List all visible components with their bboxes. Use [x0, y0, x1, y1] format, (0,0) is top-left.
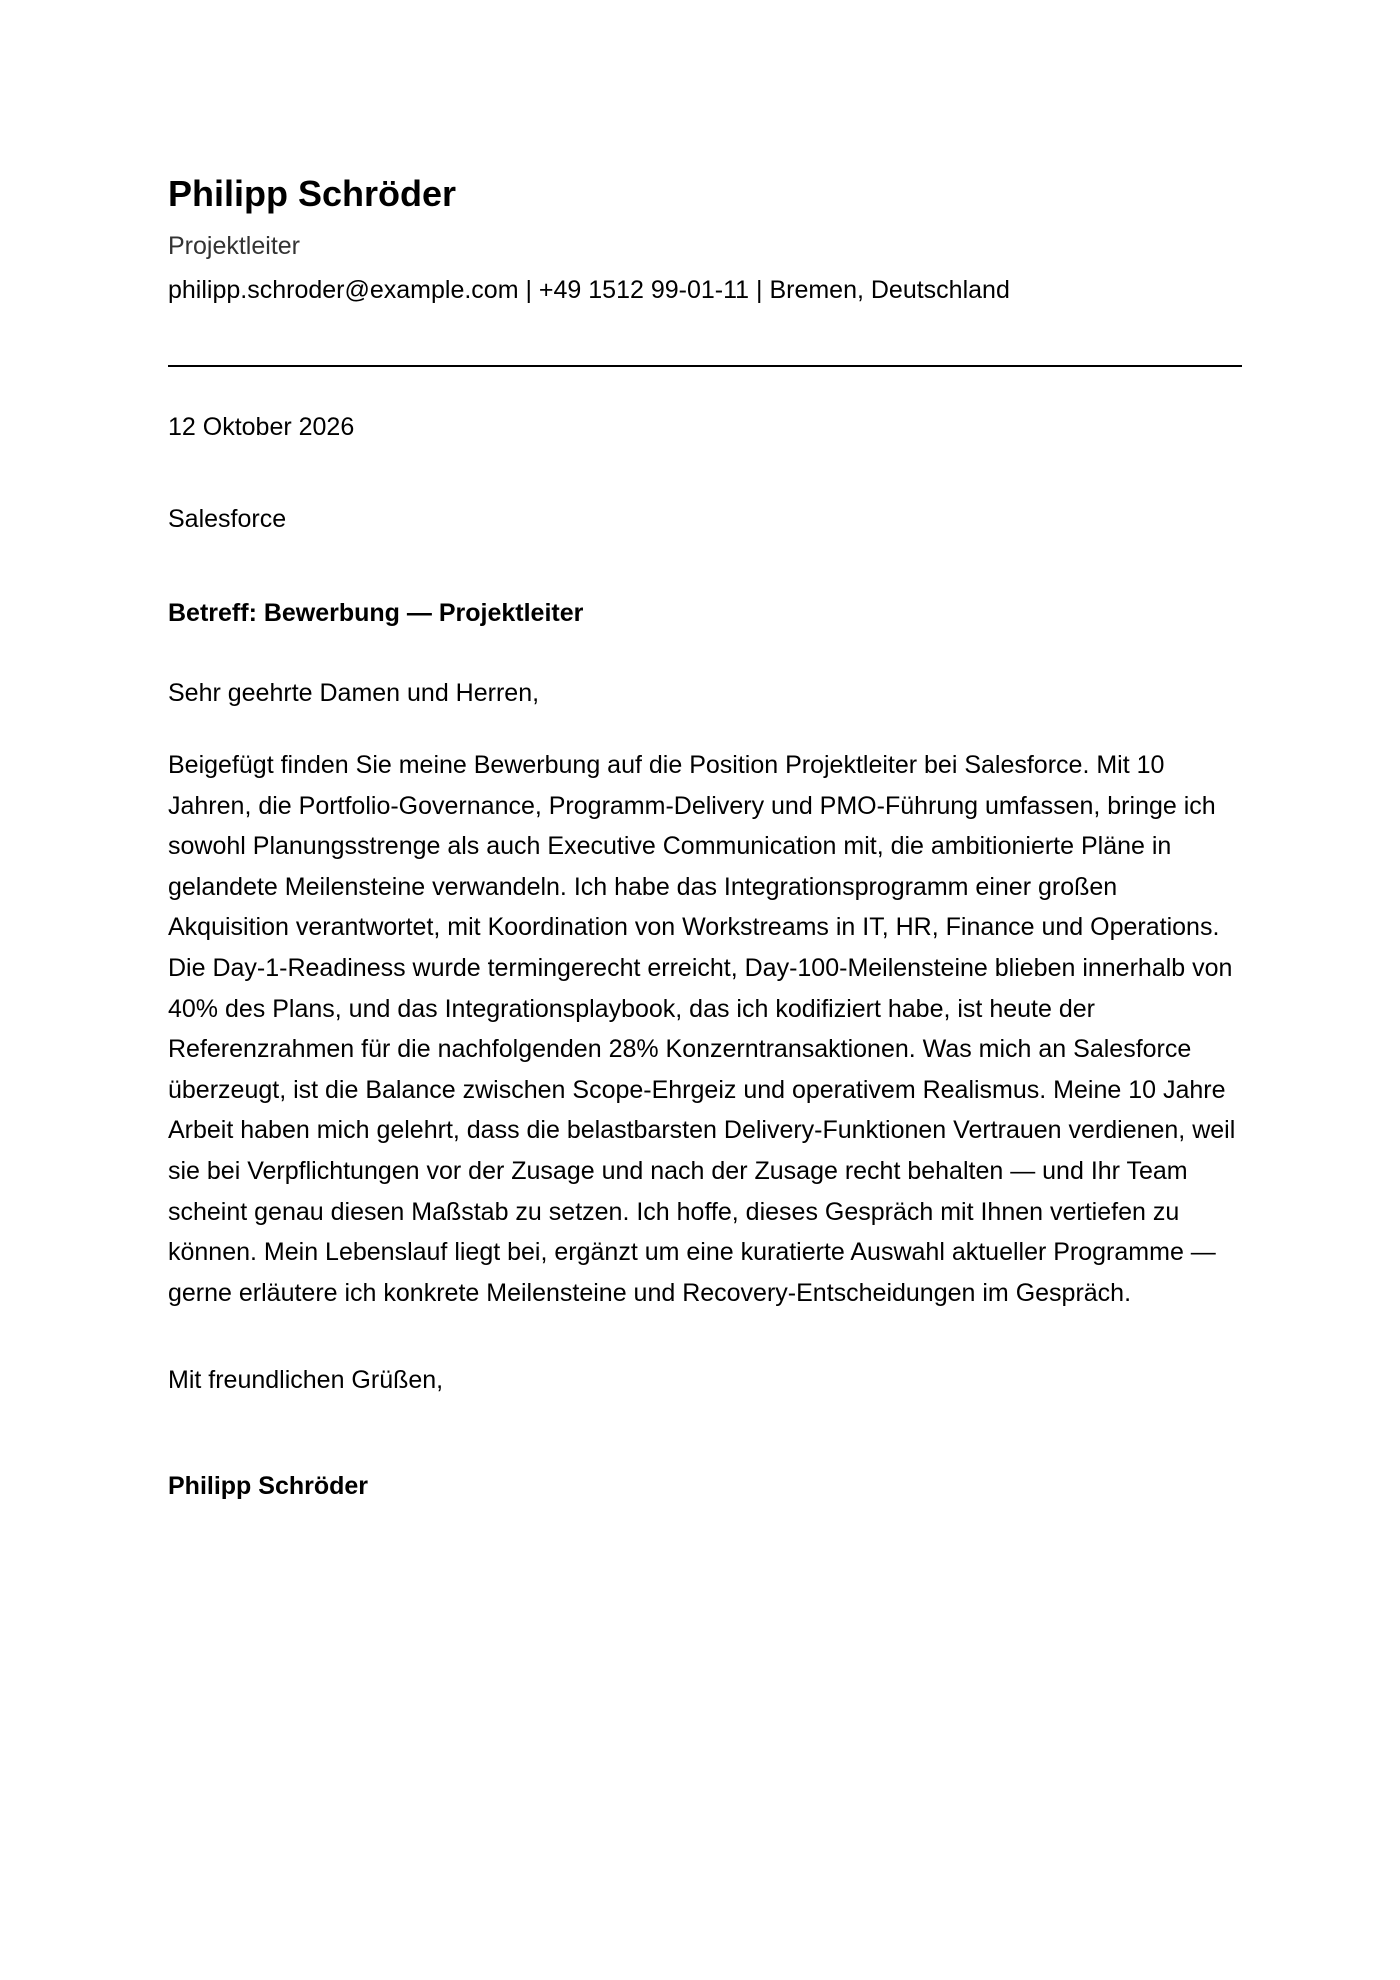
letter-date: 12 Oktober 2026: [168, 413, 355, 441]
applicant-role: Projektleiter: [168, 232, 300, 260]
applicant-name: Philipp Schröder: [168, 173, 457, 214]
letter-subject: Betreff: Bewerbung — Projektleiter: [168, 599, 584, 627]
header-divider: [168, 365, 1242, 367]
signature-name: Philipp Schröder: [168, 1472, 369, 1501]
salutation: Sehr geehrte Damen und Herren,: [168, 679, 540, 707]
contact-line: philipp.schroder@example.com | +49 1512 99-01-11 | Bremen, Deutschland: [168, 276, 1010, 304]
recipient-company: Salesforce: [168, 505, 287, 533]
letter-body: Beigefügt finden Sie meine Bewerbung auf die Position Projektleiter bei Salesforce. Mit 10 Jahren, die Portfolio-Governance, Programm-Delivery und PMO-Führung umfassen, bringe ich sowohl Planungsstrenge als auch Executive Communication mit, die ambitionierte Pläne in gelandete Meilensteine verwandeln. Ich habe das Integrationsprogramm einer großen Akquisition verantwortet, mit Koordination von Workstreams in IT, HR, Finance und Operations. Die Day-1-Readiness wurde termingerecht erreicht, Day-100-Meilensteine blieben innerhalb von 40% des Plans, und das Integrationsplaybook, das ich kodifiziert habe, ist heute der Referenzrahmen für die nachfolgenden 28% Konzerntransaktionen. Was mich an Salesforce überzeugt, ist die Balance zwischen Scope-Ehrgeiz und operativem Realismus. Meine 10 Jahre Arbeit haben mich gelehrt, dass die belastbarsten Delivery-Funktionen Vertrauen verdienen, weil sie bei Verpflichtungen vor der Zusage und nach der Zusage recht behalten — und Ihr Team scheint genau diesen Maßstab zu setzen. Ich hoffe, dieses Gespräch mit Ihnen vertiefen zu können. Mein Lebenslauf liegt bei, ergänzt um eine kuratierte Auswahl aktueller Programme — gerne erläutere ich konkrete Meilensteine und Recovery-Entscheidungen im Gespräch.: [168, 751, 1236, 1307]
cover-letter-page: [168, 170, 1242, 1502]
closing: Mit freundlichen Grüßen,: [168, 1366, 444, 1395]
